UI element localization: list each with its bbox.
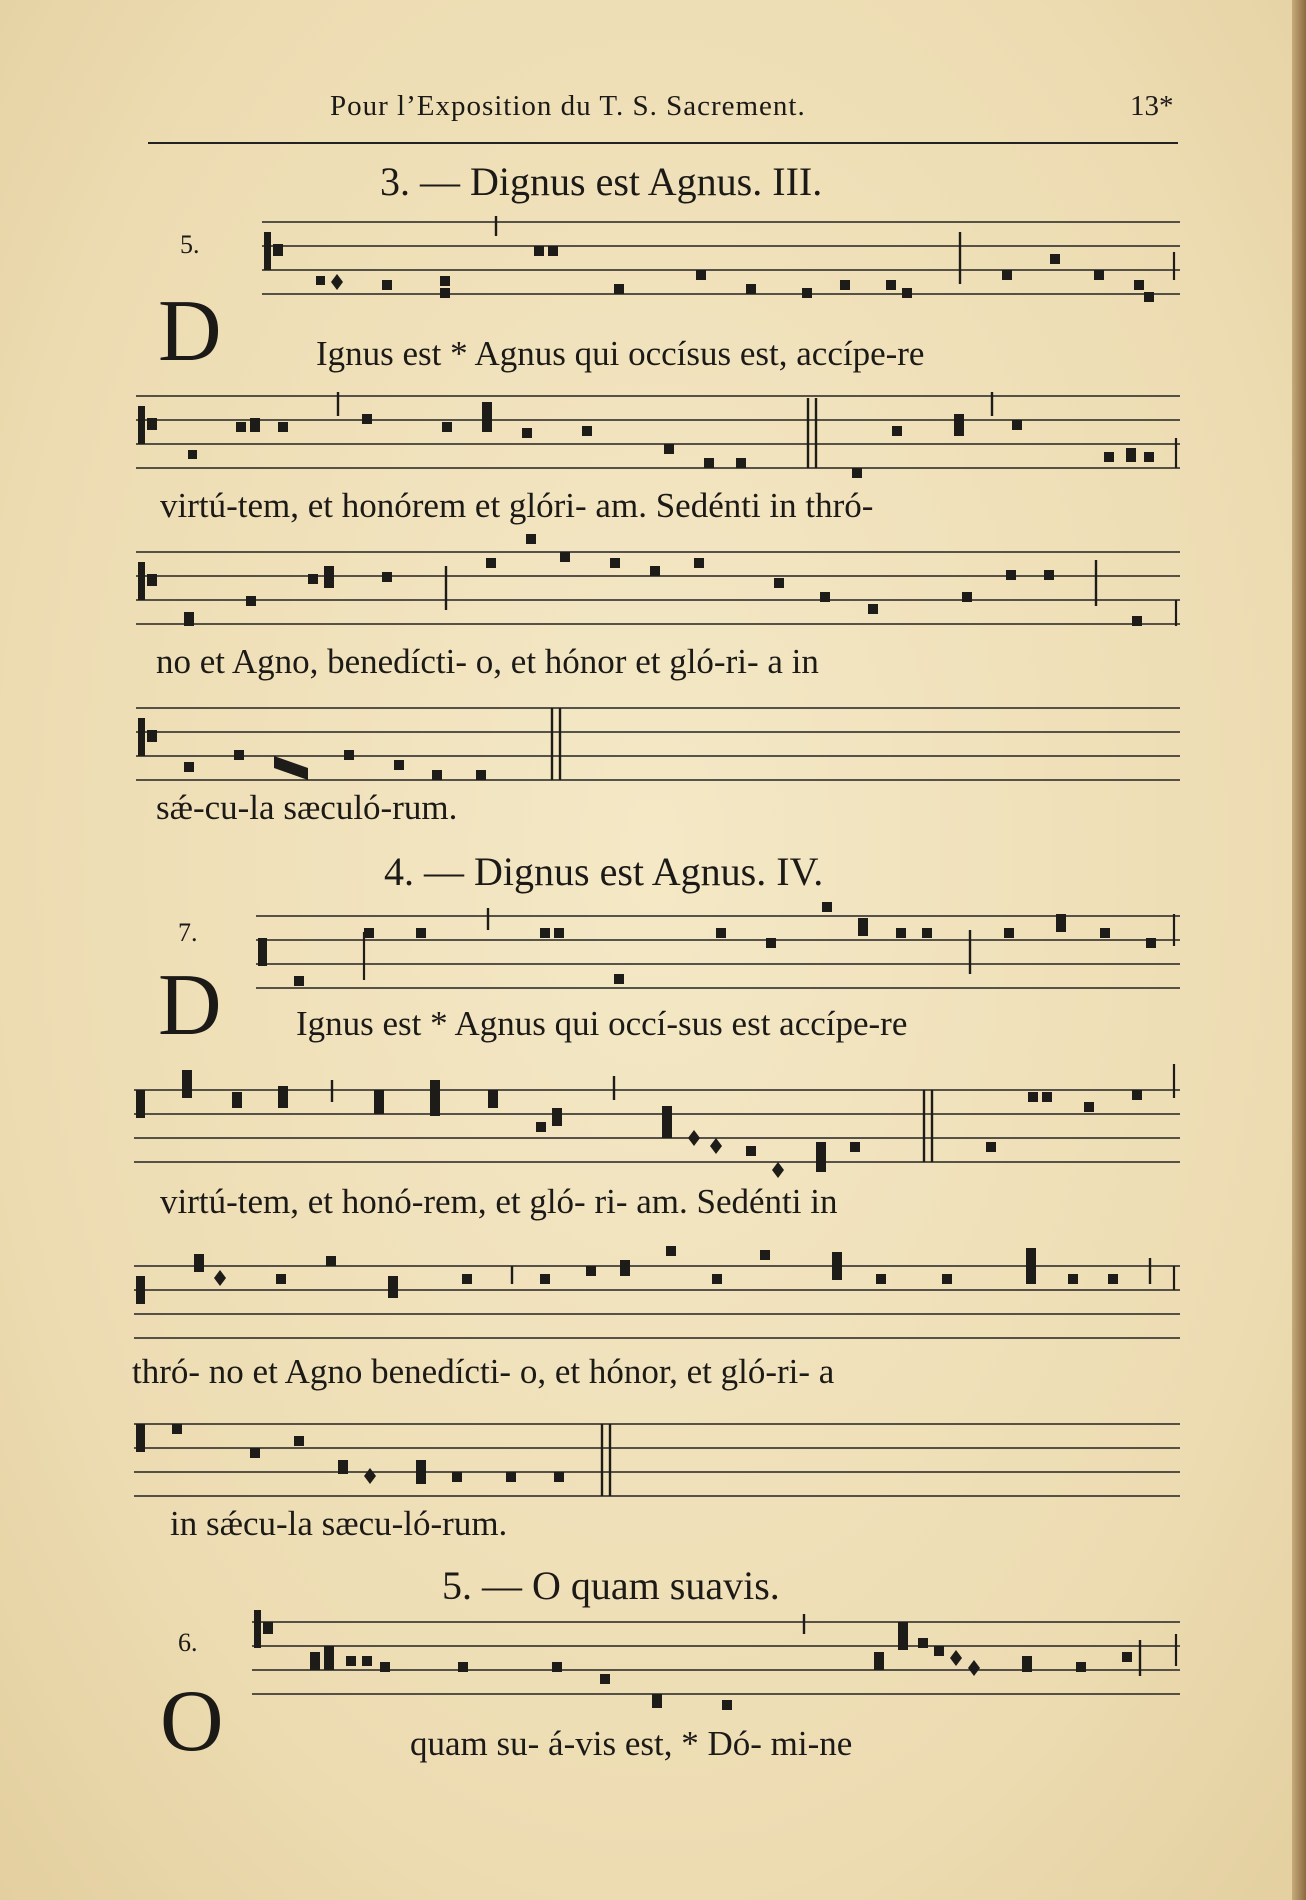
chant-4-staff-2 — [134, 1086, 1182, 1186]
chant-4-title: 4. — Dignus est Agnus. IV. — [384, 849, 824, 894]
chant-4-staff-3 — [134, 1262, 1182, 1362]
chant-3-title: 3. — Dignus est Agnus. III. — [380, 159, 823, 204]
page-edge — [1292, 0, 1306, 1900]
chant-5-title: 5. — O quam suavis. — [442, 1563, 780, 1608]
running-title: Pour l’Exposition du T. S. Sacrement. — [330, 90, 806, 122]
chant-3-mode: 5. — [180, 230, 200, 259]
chant-4-lyrics-line-2: virtú-tem, et honó-rem, et gló- ri- am. Sedénti in — [160, 1182, 838, 1221]
chant-3-lyrics-line-1: Ignus est * Agnus qui occísus est, accípe-re — [316, 334, 925, 373]
chant-4-lyrics-line-1: Ignus est * Agnus qui occí-sus est accípe-re — [296, 1004, 908, 1043]
chant-3-staff-2 — [136, 392, 1182, 492]
chant-3-initial: D — [158, 283, 222, 380]
chant-5-staff-1 — [252, 1618, 1182, 1718]
chant-5-lyrics-line-1: quam su- á-vis est, * Dó- mi-ne — [410, 1724, 853, 1763]
chant-3-lyrics-line-4: sǽ-cu-la sæculó-rum. — [156, 788, 458, 827]
chant-3-lyrics-line-2: virtú-tem, et honórem et glóri- am. Sedénti in thró- — [160, 486, 874, 525]
chant-4-lyrics-line-4: in sǽcu-la sæcu-ló-rum. — [170, 1504, 508, 1543]
chant-4-staff-1 — [256, 912, 1182, 1012]
chant-3-staff-3 — [136, 548, 1182, 648]
chant-4-lyrics-line-3: thró- no et Agno benedícti- o, et hónor, et gló-ri- a — [132, 1352, 835, 1391]
chant-5-initial: O — [160, 1673, 224, 1770]
chant-5-mode: 6. — [178, 1628, 198, 1657]
chant-3-staff-1 — [262, 218, 1182, 318]
chant-3-lyrics-line-3: no et Agno, benedícti- o, et hónor et gló-ri- a in — [156, 642, 819, 681]
chant-4-mode: 7. — [178, 918, 198, 947]
page-number: 13* — [1130, 90, 1174, 122]
chant-4-initial: D — [158, 957, 222, 1054]
header-rule — [148, 142, 1178, 144]
